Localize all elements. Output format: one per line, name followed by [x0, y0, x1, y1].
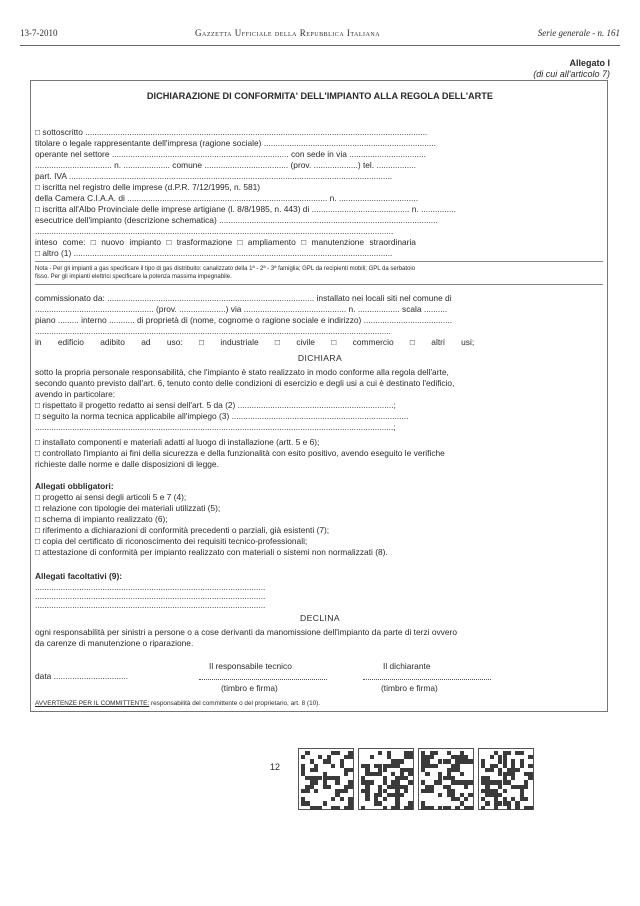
qr-module — [468, 780, 472, 784]
declaration-form — [30, 80, 608, 712]
section-divider — [35, 261, 603, 262]
qr-module — [408, 755, 412, 759]
stamp-label-tech: (timbro e firma) — [221, 683, 278, 693]
qr-module — [335, 806, 339, 810]
allegati-obbligatori-heading: Allegati obbligatori: — [35, 481, 114, 491]
commission-line: ................................................... (prov. ....................) via ............................................ n. .................. scala .......... — [35, 304, 448, 314]
allegati-facoltativi-line: ................................................................................................... — [35, 582, 266, 592]
qr-module — [344, 772, 348, 776]
qr-module — [370, 755, 374, 759]
form-line: inteso come: □ nuovo impianto □ trasformazione □ ampliamento □ manutenzione straordinaria — [35, 237, 416, 247]
qr-module — [323, 801, 327, 805]
declina-heading: DECLINA — [299, 613, 341, 623]
warning-line — [35, 699, 320, 709]
note-line: Nota - Per gli impianti a gas specificare il tipo di gas distribuito: canalizzato della 1ª - 2ª - 3ª famiglia; GPL da recipienti mobili; GPL da serbatoio — [35, 266, 416, 272]
note-line: fisso. Per gli impianti elettrici specificare la potenza massima impegnabile. — [35, 274, 232, 280]
dichiara-line: □ seguito la norma tecnica applicabile all'impiego (3) ............................................................................ — [35, 411, 409, 421]
dichiara-line: ..........................................................................................................................................................; — [35, 422, 396, 432]
allegato-item: □ riferimento a dichiarazioni di conformità precedenti o parziali, già esistenti (7); — [35, 525, 330, 535]
form-line: □ sottoscritto ................................................................................................................................................... — [35, 127, 428, 137]
qr-code-icon — [418, 748, 474, 810]
form-line: esecutrice dell'impianto (descrizione schematica) .............................................................................................. — [35, 215, 438, 225]
qr-module — [340, 797, 344, 801]
qr-module — [528, 755, 532, 759]
form-line: □ iscritta all'Albo Provinciale delle imprese artigiane (l. 8/8/1985, n. 443) di .......................................... n. ............... — [35, 204, 456, 214]
qr-module — [490, 768, 494, 772]
qr-module — [528, 764, 532, 768]
qr-module — [430, 806, 434, 810]
qr-module — [383, 768, 387, 772]
declina-line: da carenze di manutenzione o riparazione. — [35, 638, 194, 648]
qr-module — [481, 806, 485, 810]
qr-module — [404, 789, 408, 793]
qr-module — [528, 806, 532, 810]
qr-module — [408, 806, 412, 810]
qr-module — [515, 768, 519, 772]
header-divider — [20, 45, 620, 46]
qr-module — [348, 755, 352, 759]
qr-module — [425, 772, 429, 776]
form-line: □ iscritta nel registro delle imprese (d.P.R. 7/12/1995, n. 581) — [35, 182, 261, 192]
qr-module — [490, 755, 494, 759]
allegato-item: □ progetto ai sensi degli articoli 5 e 7 (4); — [35, 492, 187, 502]
allegato-block — [533, 58, 610, 80]
qr-module — [395, 806, 399, 810]
allegati-facoltativi-line: ................................................................................................... — [35, 600, 266, 610]
qr-module — [515, 806, 519, 810]
header-gazette-title: Gazzetta Ufficiale della Repubblica Italiana — [195, 28, 381, 38]
date-field: data ................................ — [35, 671, 129, 681]
qr-module — [524, 785, 528, 789]
qr-module — [430, 755, 434, 759]
qr-module — [383, 797, 387, 801]
qr-code-icon — [478, 748, 534, 810]
qr-module — [511, 776, 515, 780]
qr-module — [305, 751, 309, 755]
qr-module — [318, 806, 322, 810]
section-divider — [35, 284, 603, 285]
responsabile-tecnico-label: Il responsabile tecnico — [209, 661, 292, 671]
qr-module — [408, 772, 412, 776]
dichiara-line: secondo quanto previsto dall'art. 6, tenuto conto delle condizioni di esercizio e degli usi a cui è destinato l'edificio, — [35, 378, 455, 388]
qr-module — [305, 789, 309, 793]
qr-module — [460, 772, 464, 776]
dichiara-line: avendo in particolare: — [35, 389, 116, 399]
qr-module — [503, 789, 507, 793]
qr-module — [378, 751, 382, 755]
dichiara-line: sotto la propria personale responsabilità, che l'impianto è stato realizzato in modo conforme alla regola dell'arte, — [35, 367, 449, 377]
signature-line-tech — [199, 679, 327, 680]
header-date: 13-7-2010 — [20, 28, 58, 38]
form-title: DICHIARAZIONE DI CONFORMITA' DELL'IMPIANTO ALLA REGOLA DELL'ARTE — [146, 91, 494, 101]
qr-module — [520, 751, 524, 755]
qr-module — [348, 768, 352, 772]
commission-line: piano ......... interno ........... di proprietà di (nome, cognome o ragione sociale e indirizzo) ...................................... — [35, 315, 453, 325]
qr-module — [408, 780, 412, 784]
allegato-item: □ copia del certificato di riconoscimento dei requisiti tecnico-professionali; — [35, 536, 308, 546]
form-line: operante nel settore ............................................................................ con sede in via ................................. — [35, 149, 426, 159]
allegato-item: □ attestazione di conformità per impianto realizzato con materiali o sistemi non normalizzati (8). — [35, 547, 388, 557]
qr-code-icon — [298, 748, 354, 810]
page-number: 12 — [270, 762, 281, 772]
qr-module — [335, 780, 339, 784]
form-line: ................................. n. .................... comune .................................... (prov. ...................) tel. ................. — [35, 160, 416, 170]
gazette-header — [20, 28, 620, 42]
qr-module — [468, 793, 472, 797]
dichiara-line: □ rispettato il progetto redatto ai sensi dell'art. 5 da (2) ...................................................................; — [35, 400, 396, 410]
qr-module — [485, 801, 489, 805]
qr-code-icon — [358, 748, 414, 810]
qr-module — [520, 764, 524, 768]
qr-module — [455, 806, 459, 810]
warning-label: AVVERTENZE PER IL COMMITTENTE: — [35, 700, 150, 707]
qr-module — [348, 806, 352, 810]
commission-line: commissionato da: ......................................................................................... installato nei locali siti nel comune di — [35, 293, 452, 303]
qr-module — [348, 785, 352, 789]
stamp-label-declarant: (timbro e firma) — [381, 683, 438, 693]
qr-module — [361, 806, 365, 810]
qr-module — [314, 789, 318, 793]
header-series: Serie generale - n. 161 — [537, 28, 620, 38]
qr-module — [494, 806, 498, 810]
qr-module — [314, 780, 318, 784]
allegato-item: □ relazione con tipologie dei materiali utilizzati (5); — [35, 503, 221, 513]
qr-module — [438, 793, 442, 797]
qr-module — [468, 806, 472, 810]
dichiarante-label: Il dichiarante — [383, 661, 431, 671]
form-line: □ altro (1) ......................................................................................................................................... — [35, 248, 393, 258]
commission-line: ......................................................................................................................................................... — [35, 326, 392, 336]
qr-module — [327, 785, 331, 789]
qr-module — [434, 764, 438, 768]
form-line: della Camera C.I.A.A. di ...................................................................................... n. .................................. — [35, 193, 419, 203]
qr-module — [400, 759, 404, 763]
qr-module — [383, 806, 387, 810]
qr-module — [507, 806, 511, 810]
qr-module — [370, 780, 374, 784]
allegato-item: □ schema di impianto realizzato (6); — [35, 514, 168, 524]
qr-module — [344, 789, 348, 793]
form-line: part. IVA ........................................................................................................................................... — [35, 171, 393, 181]
commission-line: in edificio adibito ad uso: □ industriale □ civile □ commercio □ altri usi; — [35, 337, 475, 347]
qr-module — [314, 768, 318, 772]
qr-module — [331, 797, 335, 801]
form-line: titolare o legale rappresentante dell'impresa (ragione sociale) .......................................................................... — [35, 138, 436, 148]
form-line: .......................................................................................................................................................... — [35, 226, 394, 236]
qr-module — [468, 759, 472, 763]
qr-module — [430, 789, 434, 793]
allegati-facoltativi-heading: Allegati facoltativi (9): — [35, 571, 123, 581]
dichiara-heading: DICHIARA — [297, 353, 343, 363]
qr-module — [528, 776, 532, 780]
declina-line: ogni responsabilità per sinistri a persone o a cose derivanti da manomissione dell'impianto da parte di terzi ovvero — [35, 627, 457, 637]
qr-module — [524, 797, 528, 801]
qr-module — [434, 751, 438, 755]
qr-module — [331, 764, 335, 768]
allegati-facoltativi-line: ................................................................................................... — [35, 591, 266, 601]
qr-module — [464, 797, 468, 801]
allegato-label: Allegato I — [569, 58, 610, 68]
allegato-reference: (di cui all'articolo 7) — [533, 69, 610, 79]
dichiara-line: richieste dalle norme e dalle disposizioni di legge. — [35, 459, 219, 469]
qr-module — [464, 785, 468, 789]
signature-line-declarant — [363, 679, 491, 680]
qr-module — [507, 751, 511, 755]
qr-module — [301, 755, 305, 759]
dichiara-line: □ installato componenti e materiali adatti al luogo di installazione (artt. 5 e 6); — [35, 437, 320, 447]
qr-module — [447, 806, 451, 810]
qr-module — [400, 793, 404, 797]
qr-module — [335, 751, 339, 755]
qr-module — [365, 797, 369, 801]
dichiara-line: □ controllato l'impianto ai fini della sicurezza e della funzionalità con esito positivo, avendo eseguito le verifiche — [35, 448, 445, 458]
warning-text: responsabilità del committente o del proprietario, art. 8 (10). — [149, 700, 321, 707]
